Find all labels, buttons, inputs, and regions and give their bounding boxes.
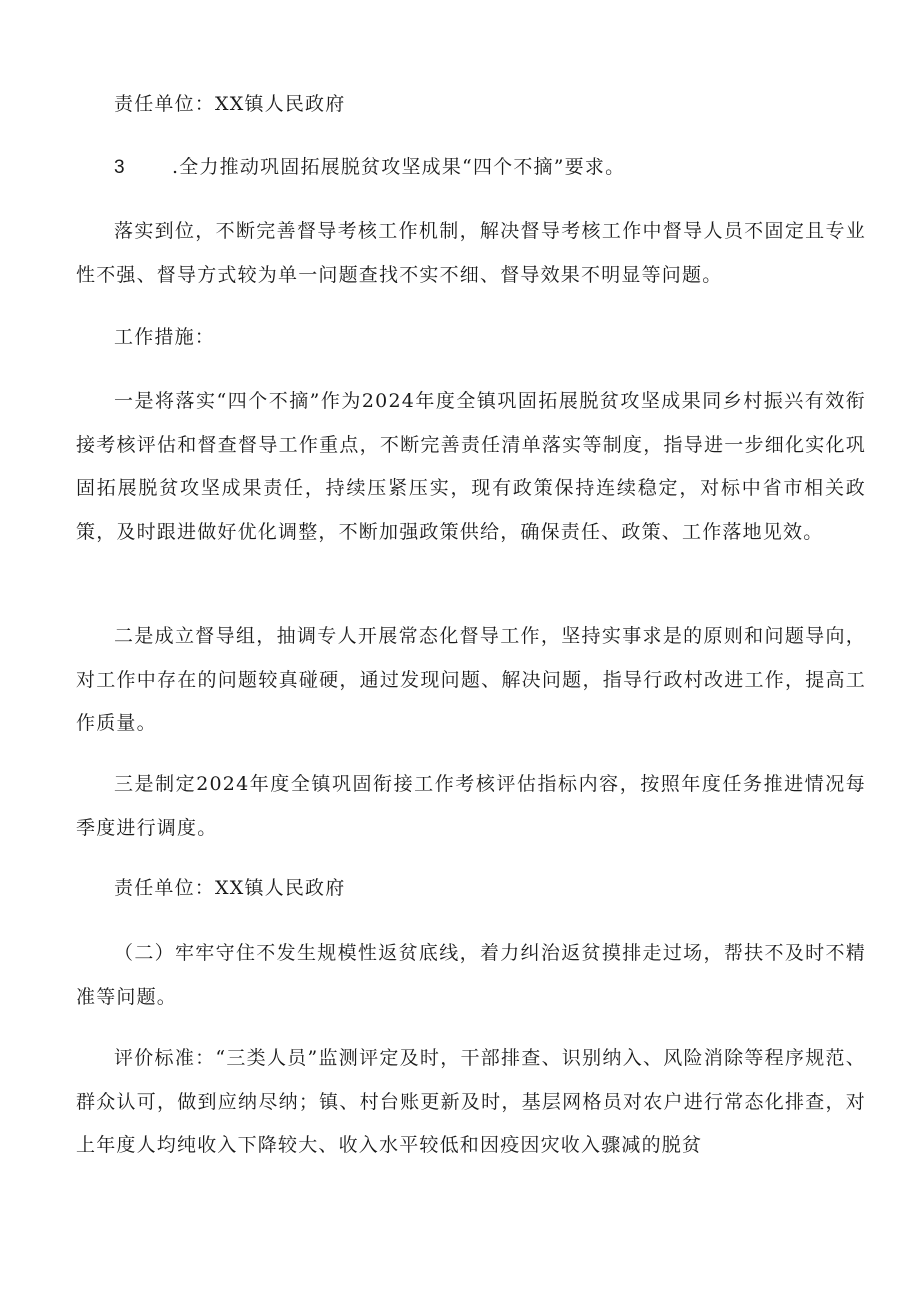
responsible-unit-line: 责任单位：XX镇人民政府 (114, 93, 346, 115)
item-3-heading-text: .全力推动巩固拓展脱贫攻坚成果“四个不摘”要求。 (172, 156, 626, 178)
measure-two-paragraph: 二是成立督导组，抽调专人开展常态化督导工作，坚持实事求是的原则和问题导向，对工作中存在的问题较真碰硬，通过发现问题、解决问题，指导行政村改进工作，提高工作质量。 (76, 625, 866, 734)
item-number: 3 (114, 157, 126, 178)
work-measures-heading: 工作措施： (114, 326, 216, 348)
responsible-unit-line-2: 责任单位：XX镇人民政府 (114, 877, 346, 899)
evaluation-standard-paragraph: 评价标准：“三类人员”监测评定及时，干部排查、识别纳入、风险消除等程序规范、群众认可，做到应纳尽纳；镇、村台账更新及时，基层网格员对农户进行常态化排查，对上年度人均纯收入下降较大、收入水平较低和因疫因灾收入骤减的脱贫 (76, 1047, 866, 1156)
item-3-heading (76, 146, 866, 190)
measure-three-paragraph: 三是制定2024年度全镇巩固衔接工作考核评估指标内容，按照年度任务推进情况每季度进行调度。 (76, 773, 866, 839)
measure-one-paragraph: 一是将落实“四个不摘”作为2024年度全镇巩固拓展脱贫攻坚成果同乡村振兴有效衔接考核评估和督查督导工作重点，不断完善责任清单落实等制度，指导进一步细化实化巩固拓展脱贫攻坚成果责任，持续压紧压实，现有政策保持连续稳定，对标中省市相关政策，及时跟进做好优化调整，不断加强政策供给，确保责任、政策、工作落地见效。 (76, 390, 866, 543)
supervision-mechanism-paragraph: 落实到位，不断完善督导考核工作机制，解决督导考核工作中督导人员不固定且专业性不强、督导方式较为单一问题查找不实不细、督导效果不明显等问题。 (76, 220, 866, 286)
section-two-heading: （二）牢牢守住不发生规模性返贫底线，着力纠治返贫摸排走过场，帮扶不及时不精准等问题。 (76, 942, 866, 1008)
